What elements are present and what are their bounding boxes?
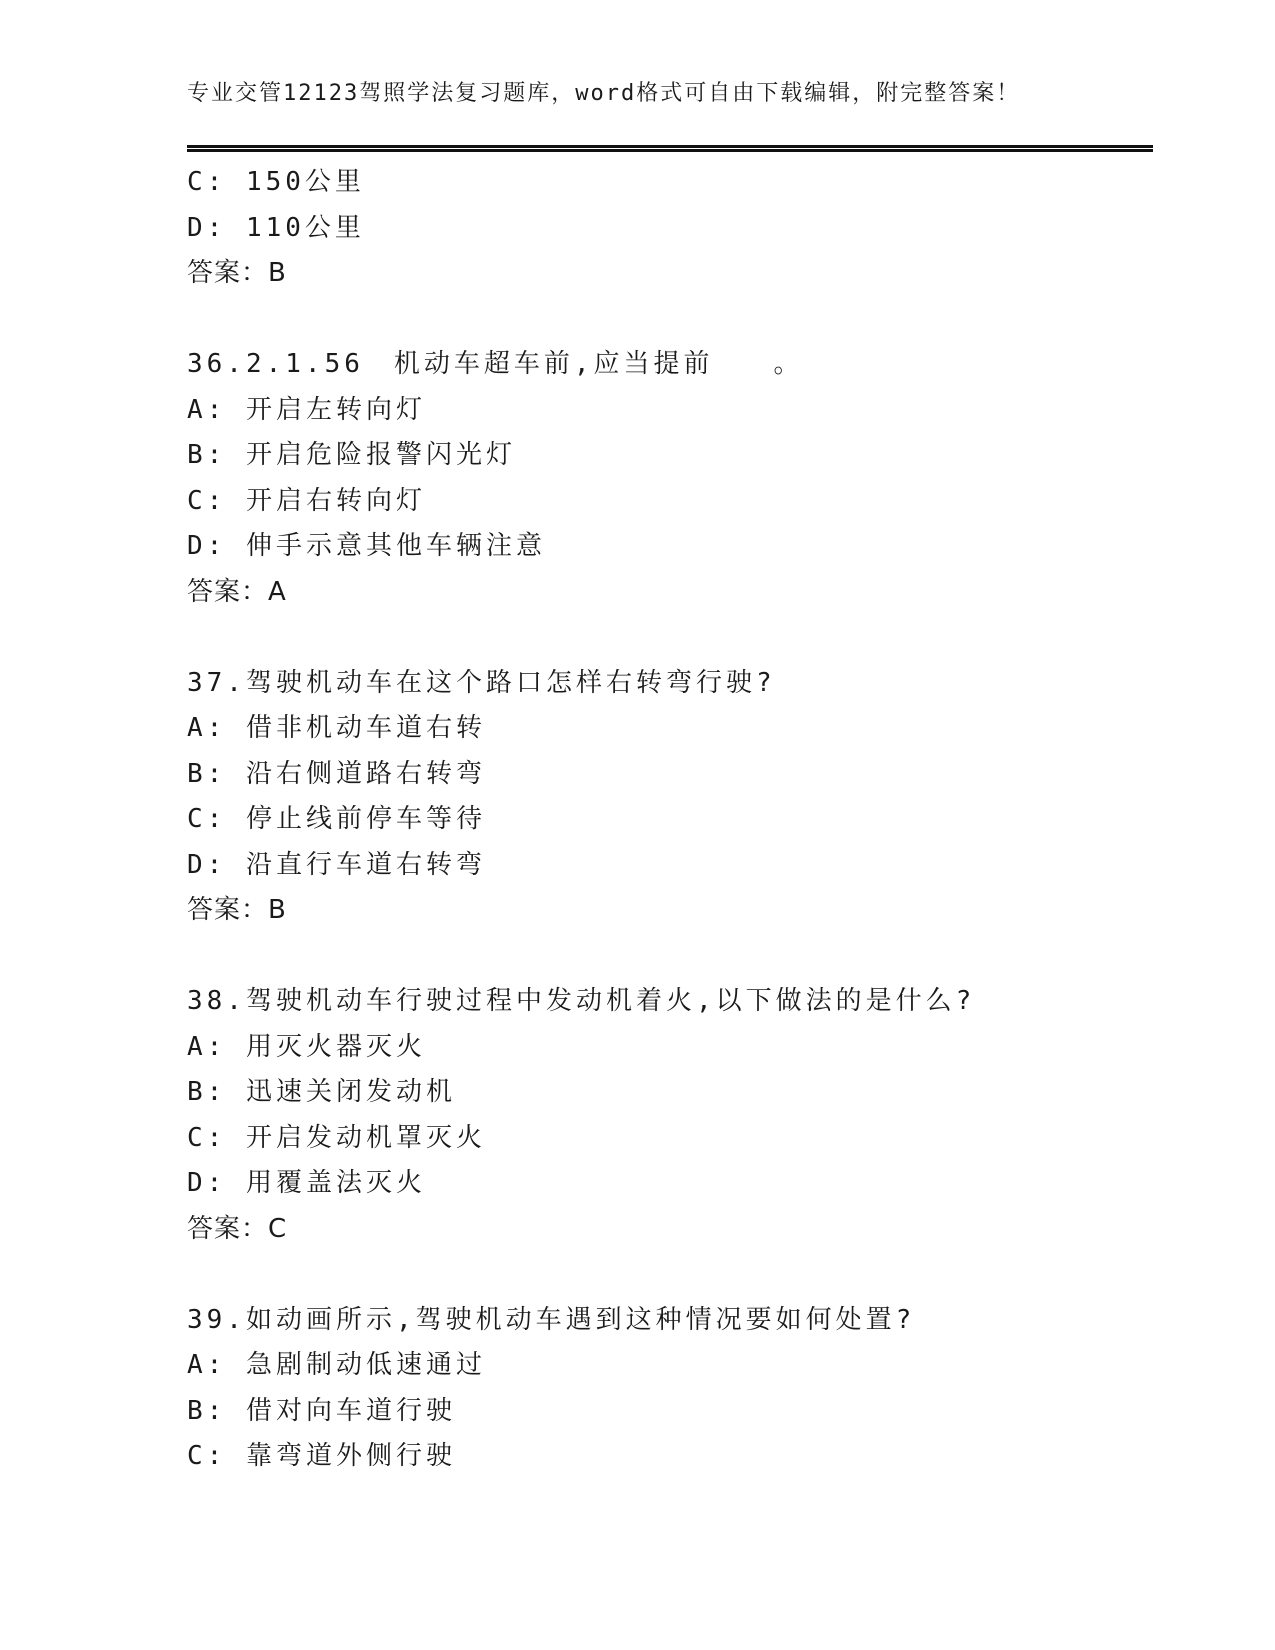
option-line: C: 开启右转向灯 — [187, 485, 426, 516]
header-divider — [187, 145, 1153, 148]
option-line: A: 用灭火器灭火 — [187, 1031, 426, 1062]
answer-line: 答案：B — [187, 895, 287, 925]
option-line: C: 停止线前停车等待 — [187, 804, 486, 834]
answer-line: 答案：C — [187, 1213, 288, 1244]
option-line: D: 沿直行车道右转弯 — [187, 849, 486, 880]
option-line: C: 开启发动机罩灭火 — [187, 1122, 486, 1153]
answer-line: 答案：A — [187, 576, 287, 607]
option-line: D: 用覆盖法灭火 — [187, 1168, 426, 1198]
question-list — [187, 160, 1153, 1480]
option-line: A: 急剧制动低速通过 — [187, 1350, 486, 1380]
spacer — [187, 615, 1153, 661]
option-line: B: 开启危险报警闪光灯 — [187, 440, 516, 470]
question-stem: 37.驾驶机动车在这个路口怎样右转弯行驶? — [187, 667, 776, 698]
option-line: C: 150公里 — [187, 167, 365, 197]
option-line: D: 伸手示意其他车辆注意 — [187, 531, 546, 561]
answer-line: 答案：B — [187, 258, 287, 288]
option-line: A: 借非机动车道右转 — [187, 713, 486, 743]
option-line: B: 迅速关闭发动机 — [187, 1077, 456, 1107]
option-line: A: 开启左转向灯 — [187, 394, 426, 425]
question-stem: 38.驾驶机动车行驶过程中发动机着火,以下做法的是什么? — [187, 986, 976, 1016]
spacer — [187, 297, 1153, 343]
question-stem: 39.如动画所示,驾驶机动车遇到这种情况要如何处置? — [187, 1304, 916, 1335]
spacer — [187, 1252, 1153, 1298]
option-line: B: 沿右侧道路右转弯 — [187, 758, 486, 789]
option-line: D: 110公里 — [187, 212, 365, 243]
spacer — [187, 934, 1153, 980]
page-header: 专业交管12123驾照学法复习题库，word格式可自由下载编辑，附完整答案！ — [187, 81, 1021, 106]
option-line: B: 借对向车道行驶 — [187, 1395, 456, 1426]
question-stem: 36.2.1.56 机动车超车前,应当提前 。 — [187, 349, 804, 379]
option-line: C: 靠弯道外侧行驶 — [187, 1441, 456, 1471]
